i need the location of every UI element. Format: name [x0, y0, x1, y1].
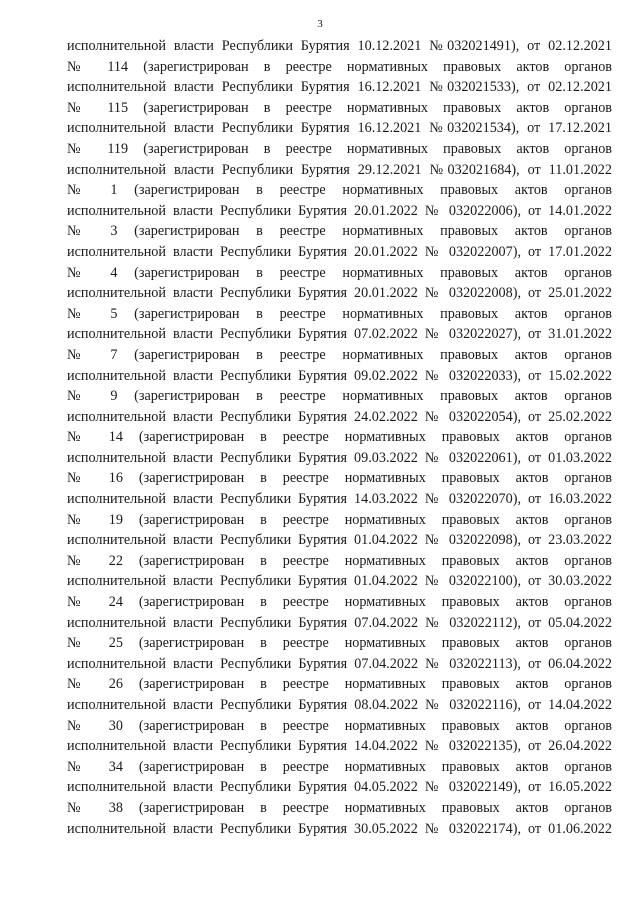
text-line: исполнительной власти Республики Бурятия 20.01.2022 № 032022008), от 25.01.2022	[67, 285, 612, 302]
text-line: № 1 (зарегистрирован в реестре нормативных правовых актов органов	[67, 182, 612, 199]
text-line: № 26 (зарегистрирован в реестре нормативных правовых актов органов	[67, 676, 612, 693]
text-line: исполнительной власти Республики Бурятия 20.01.2022 № 032022007), от 17.01.2022	[67, 243, 612, 260]
text-line: исполнительной власти Республики Бурятия 07.04.2022 № 032022113), от 06.04.2022	[67, 655, 612, 672]
text-line: исполнительной власти Республики Бурятия 01.04.2022 № 032022100), от 30.03.2022	[67, 573, 612, 590]
text-line: исполнительной власти Республики Бурятия 09.02.2022 № 032022033), от 15.02.2022	[67, 367, 612, 384]
text-line: № 30 (зарегистрирован в реестре нормативных правовых актов органов	[67, 717, 612, 734]
text-line: № 38 (зарегистрирован в реестре нормативных правовых актов органов	[67, 799, 612, 816]
text-line: № 14 (зарегистрирован в реестре нормативных правовых актов органов	[67, 429, 612, 446]
body-text	[67, 36, 612, 839]
text-line: № 114 (зарегистрирован в реестре нормативных правовых актов органов	[67, 58, 612, 75]
text-line: исполнительной власти Республики Бурятия 16.12.2021 №032021534), от 17.12.2021	[67, 120, 612, 137]
text-line: исполнительной власти Республики Бурятия 08.04.2022 № 032022116), от 14.04.2022	[67, 697, 612, 713]
text-line: исполнительной власти Республики Бурятия 30.05.2022 № 032022174), от 01.06.2022	[67, 820, 612, 837]
text-line: № 9 (зарегистрирован в реестре нормативных правовых актов органов	[67, 388, 612, 405]
text-line: № 34 (зарегистрирован в реестре нормативных правовых актов органов	[67, 758, 612, 775]
text-line: исполнительной власти Республики Бурятия 07.02.2022 № 032022027), от 31.01.2022	[67, 326, 612, 343]
text-line: исполнительной власти Республики Бурятия 07.04.2022 № 032022112), от 05.04.2022	[67, 614, 612, 631]
text-line: исполнительной власти Республики Бурятия 04.05.2022 № 032022149), от 16.05.2022	[67, 779, 612, 796]
text-line: № 25 (зарегистрирован в реестре нормативных правовых актов органов	[67, 635, 612, 652]
text-line: исполнительной власти Республики Бурятия 09.03.2022 № 032022061), от 01.03.2022	[67, 449, 612, 466]
text-line: исполнительной власти Республики Бурятия 16.12.2021 №032021533), от 02.12.2021	[67, 79, 612, 96]
text-line: № 19 (зарегистрирован в реестре нормативных правовых актов органов	[67, 511, 612, 528]
text-line: исполнительной власти Республики Бурятия 24.02.2022 № 032022054), от 25.02.2022	[67, 408, 612, 425]
text-line: исполнительной власти Республики Бурятия 14.04.2022 № 032022135), от 26.04.2022	[67, 738, 612, 755]
text-line: № 24 (зарегистрирован в реестре нормативных правовых актов органов	[67, 594, 612, 611]
text-line: № 115 (зарегистрирован в реестре нормативных правовых актов органов	[67, 99, 612, 116]
text-line: исполнительной власти Республики Бурятия 20.01.2022 № 032022006), от 14.01.2022	[67, 202, 612, 219]
text-line: № 4 (зарегистрирован в реестре нормативных правовых актов органов	[67, 264, 612, 281]
text-line: № 16 (зарегистрирован в реестре нормативных правовых актов органов	[67, 470, 612, 487]
text-line: исполнительной власти Республики Бурятия 10.12.2021 №032021491), от 02.12.2021	[67, 38, 612, 54]
text-line: № 119 (зарегистрирован в реестре нормативных правовых актов органов	[67, 140, 612, 157]
text-line: № 3 (зарегистрирован в реестре нормативных правовых актов органов	[67, 223, 612, 240]
page-number: 3	[317, 18, 323, 30]
text-line: исполнительной власти Республики Бурятия 29.12.2021 №032021684), от 11.01.2022	[67, 161, 612, 178]
text-line: № 5 (зарегистрирован в реестре нормативных правовых актов органов	[67, 305, 612, 322]
text-line: № 22 (зарегистрирован в реестре нормативных правовых актов органов	[67, 552, 612, 569]
text-line: № 7 (зарегистрирован в реестре нормативных правовых актов органов	[67, 346, 612, 363]
text-line: исполнительной власти Республики Бурятия 01.04.2022 № 032022098), от 23.03.2022	[67, 532, 612, 549]
text-line: исполнительной власти Республики Бурятия 14.03.2022 № 032022070), от 16.03.2022	[67, 491, 612, 508]
